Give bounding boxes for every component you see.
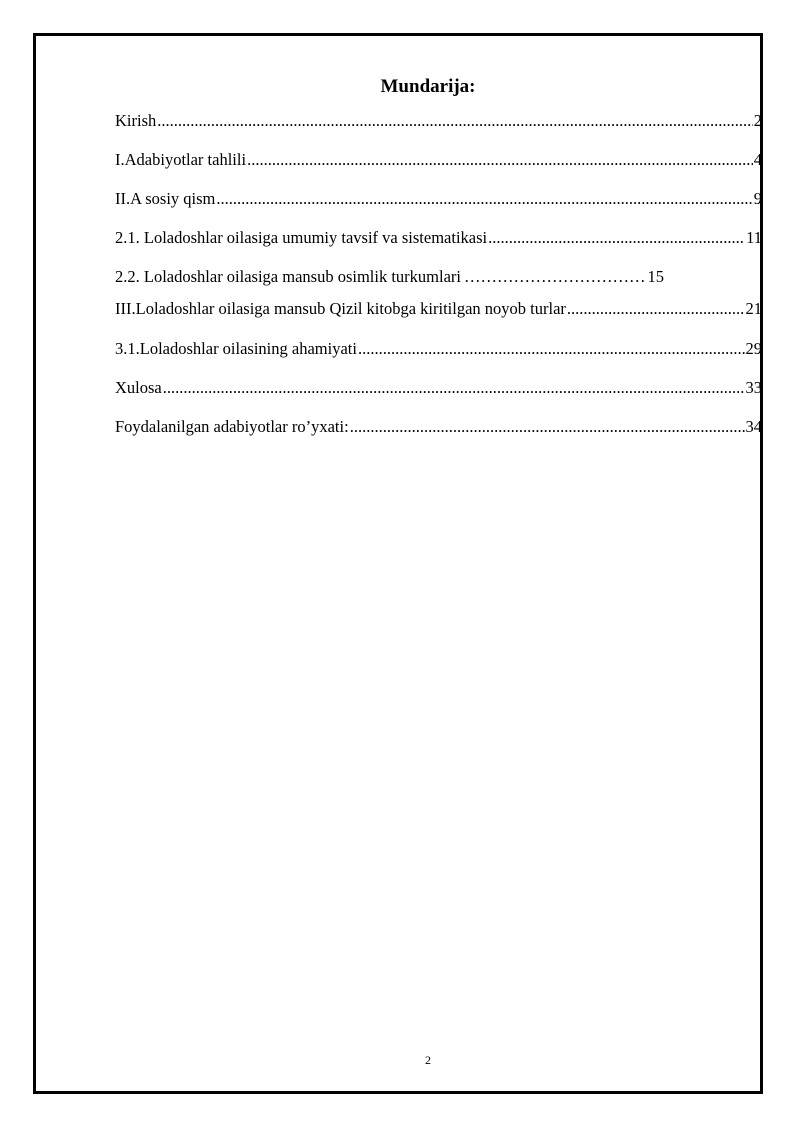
toc-entry-label: 2.1. Loladoshlar oilasiga umumiy tavsif va sistematikasi (115, 228, 488, 247)
toc-dot-leader (216, 189, 752, 209)
toc-dot-leader (358, 339, 745, 359)
toc-entry-label: Kirish (115, 111, 157, 130)
toc-entry-page: 34 (745, 417, 762, 436)
toc-entry-page: 11 (746, 228, 762, 247)
toc-entry-label: III.Loladoshlar oilasiga mansub Qizil kitobga kiritilgan noyob turlar (115, 299, 566, 318)
footer-page-number: 2 (425, 1053, 431, 1067)
toc-entry-page: 29 (745, 339, 762, 358)
toc-dot-leader (247, 150, 753, 170)
toc-entry-page: 2 (753, 111, 762, 130)
toc-entry-label: II.A sosiy qism (115, 189, 216, 208)
toc-entry-kirish[interactable] (115, 111, 762, 131)
toc-entry-label: 2.2. Loladoshlar oilasiga mansub osimlik turkumlari (115, 267, 461, 286)
toc-ellipsis-leader: …………………………… (464, 267, 646, 286)
toc-entry-qizil-kitob[interactable] (115, 299, 762, 319)
toc-entry-label: Xulosa (115, 378, 162, 397)
toc-entry-page: 9 (753, 189, 762, 208)
toc-entry-label: I.Adabiyotlar tahlili (115, 150, 247, 169)
toc-dot-leader (567, 299, 745, 319)
toc-entry-adabiyotlar-tahlili[interactable] (115, 150, 762, 170)
toc-entry-asosiy-qism[interactable] (115, 189, 762, 209)
toc-entry-label: 3.1.Loladoshlar oilasining ahamiyati (115, 339, 357, 358)
toc-dot-leader (350, 417, 745, 437)
toc-dot-leader (157, 111, 753, 131)
toc-entry-page: 4 (753, 150, 762, 169)
toc-dot-leader (163, 378, 745, 398)
toc-entry-page: 21 (745, 299, 762, 318)
toc-entry-xulosa[interactable] (115, 378, 762, 398)
toc-entry-label: Foydalanilgan adabiyotlar ro’yxati: (115, 417, 349, 436)
toc-entry-adabiyotlar-royxati[interactable] (115, 417, 762, 437)
toc-entry-umumiy-tavsif[interactable] (115, 228, 762, 248)
toc-entry-page: 15 (647, 267, 664, 286)
toc-dot-leader (488, 228, 745, 248)
toc-entry-osimlik-turkumlari[interactable] (115, 267, 664, 287)
toc-title: Mundarija: (380, 76, 476, 97)
toc-entry-page: 33 (745, 378, 762, 397)
toc-entry-ahamiyati[interactable] (115, 339, 762, 359)
